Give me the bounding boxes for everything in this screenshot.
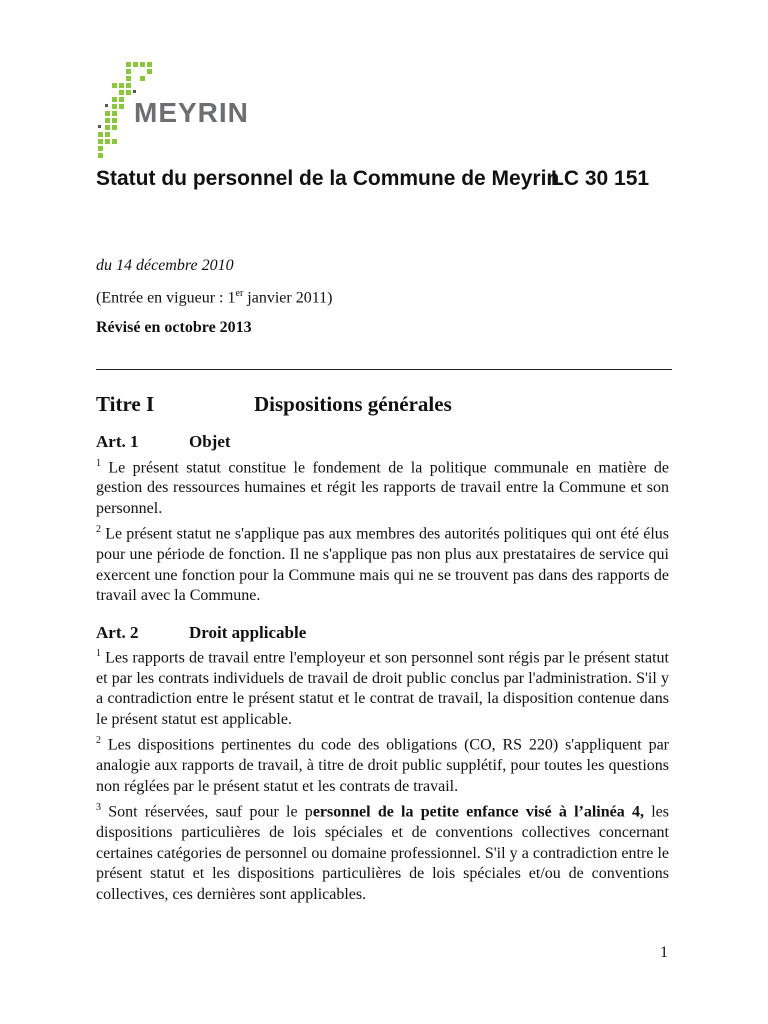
meyrin-logo	[96, 60, 286, 170]
paragraph-number: 1	[96, 648, 101, 660]
paragraph-number: 2	[96, 524, 101, 536]
paragraph-text: les dispositions particulières de lois spéciales et de conventions collectives concernant certaines catégories de personnel ou domaine professionnel. S'il y a contradiction entre le présent statut et les dispositions particulières de lois spéciales et/ou de conventions collectives, ces dernières sont applicables.	[96, 803, 670, 903]
paragraph-text: Le présent statut constitue le fondement de la politique communale en matière de gestion des ressources humaines et régit les rapports de travail entre la Commune et son personnel.	[96, 458, 669, 517]
paragraph	[96, 454, 669, 520]
article-1	[96, 432, 669, 607]
article-heading	[96, 623, 669, 644]
horizontal-divider	[96, 369, 672, 370]
revision-note: Révisé en octobre 2013	[96, 319, 252, 336]
entry-into-force	[96, 288, 332, 307]
paragraph-number: 2	[96, 735, 101, 747]
article-number: Art. 1	[96, 432, 139, 451]
paragraph	[96, 798, 669, 905]
article-2	[96, 623, 669, 905]
section-number: Titre I	[96, 392, 155, 416]
entry-prefix: (Entrée en vigueur : 1	[96, 289, 236, 307]
paragraph-number: 3	[96, 802, 101, 814]
document-date: du 14 décembre 2010	[96, 257, 234, 274]
section-heading	[96, 392, 656, 417]
document-title: Statut du personnel de la Commune de Meyrin	[96, 167, 560, 190]
paragraph-number: 1	[96, 457, 101, 469]
entry-superscript: er	[235, 288, 244, 299]
paragraph	[96, 520, 669, 606]
paragraph-text: Les rapports de travail entre l'employeur et son personnel sont régis par le présent statut et par les contrats individuels de travail de droit public conclus par l'administration. S'il y a contradiction entre le présent statut et le contrat de travail, la disposition contenue dans le présent statut est applicable.	[96, 649, 669, 728]
paragraph-text: Les dispositions pertinentes du code des obligations (CO, RS 220) s'appliquent par analogie aux rapports de travail, à titre de droit public supplétif, pour toutes les questions non réglées par le présent statut et les contrats de travail.	[96, 736, 669, 795]
article-number: Art. 2	[96, 622, 139, 642]
section-title: Dispositions générales	[254, 392, 452, 416]
document-body	[96, 432, 669, 921]
paragraph-text: Le présent statut ne s'applique pas aux membres des autorités politiques qui ont été élus pour une période de fonction. Il ne s'applique pas non plus aux prestataires de service qui exercent une fonction pour la Commune mais qui ne se trouvent pas dans des rapports de travail avec la Commune.	[96, 525, 669, 605]
paragraph-bold-text: ersonnel de la petite enfance visé à l’alinéa 4,	[312, 803, 644, 821]
paragraph	[96, 644, 669, 730]
article-heading	[96, 432, 669, 453]
paragraph	[96, 731, 669, 797]
logo-wordmark: MEYRIN	[134, 97, 249, 128]
article-title: Droit applicable	[189, 622, 307, 642]
page-number: 1	[660, 944, 668, 961]
entry-suffix: janvier 2011)	[243, 289, 333, 307]
article-title: Objet	[189, 432, 231, 451]
paragraph-text: Sont réservées, sauf pour le p	[101, 803, 313, 821]
document-reference: LC 30 151	[551, 167, 650, 190]
